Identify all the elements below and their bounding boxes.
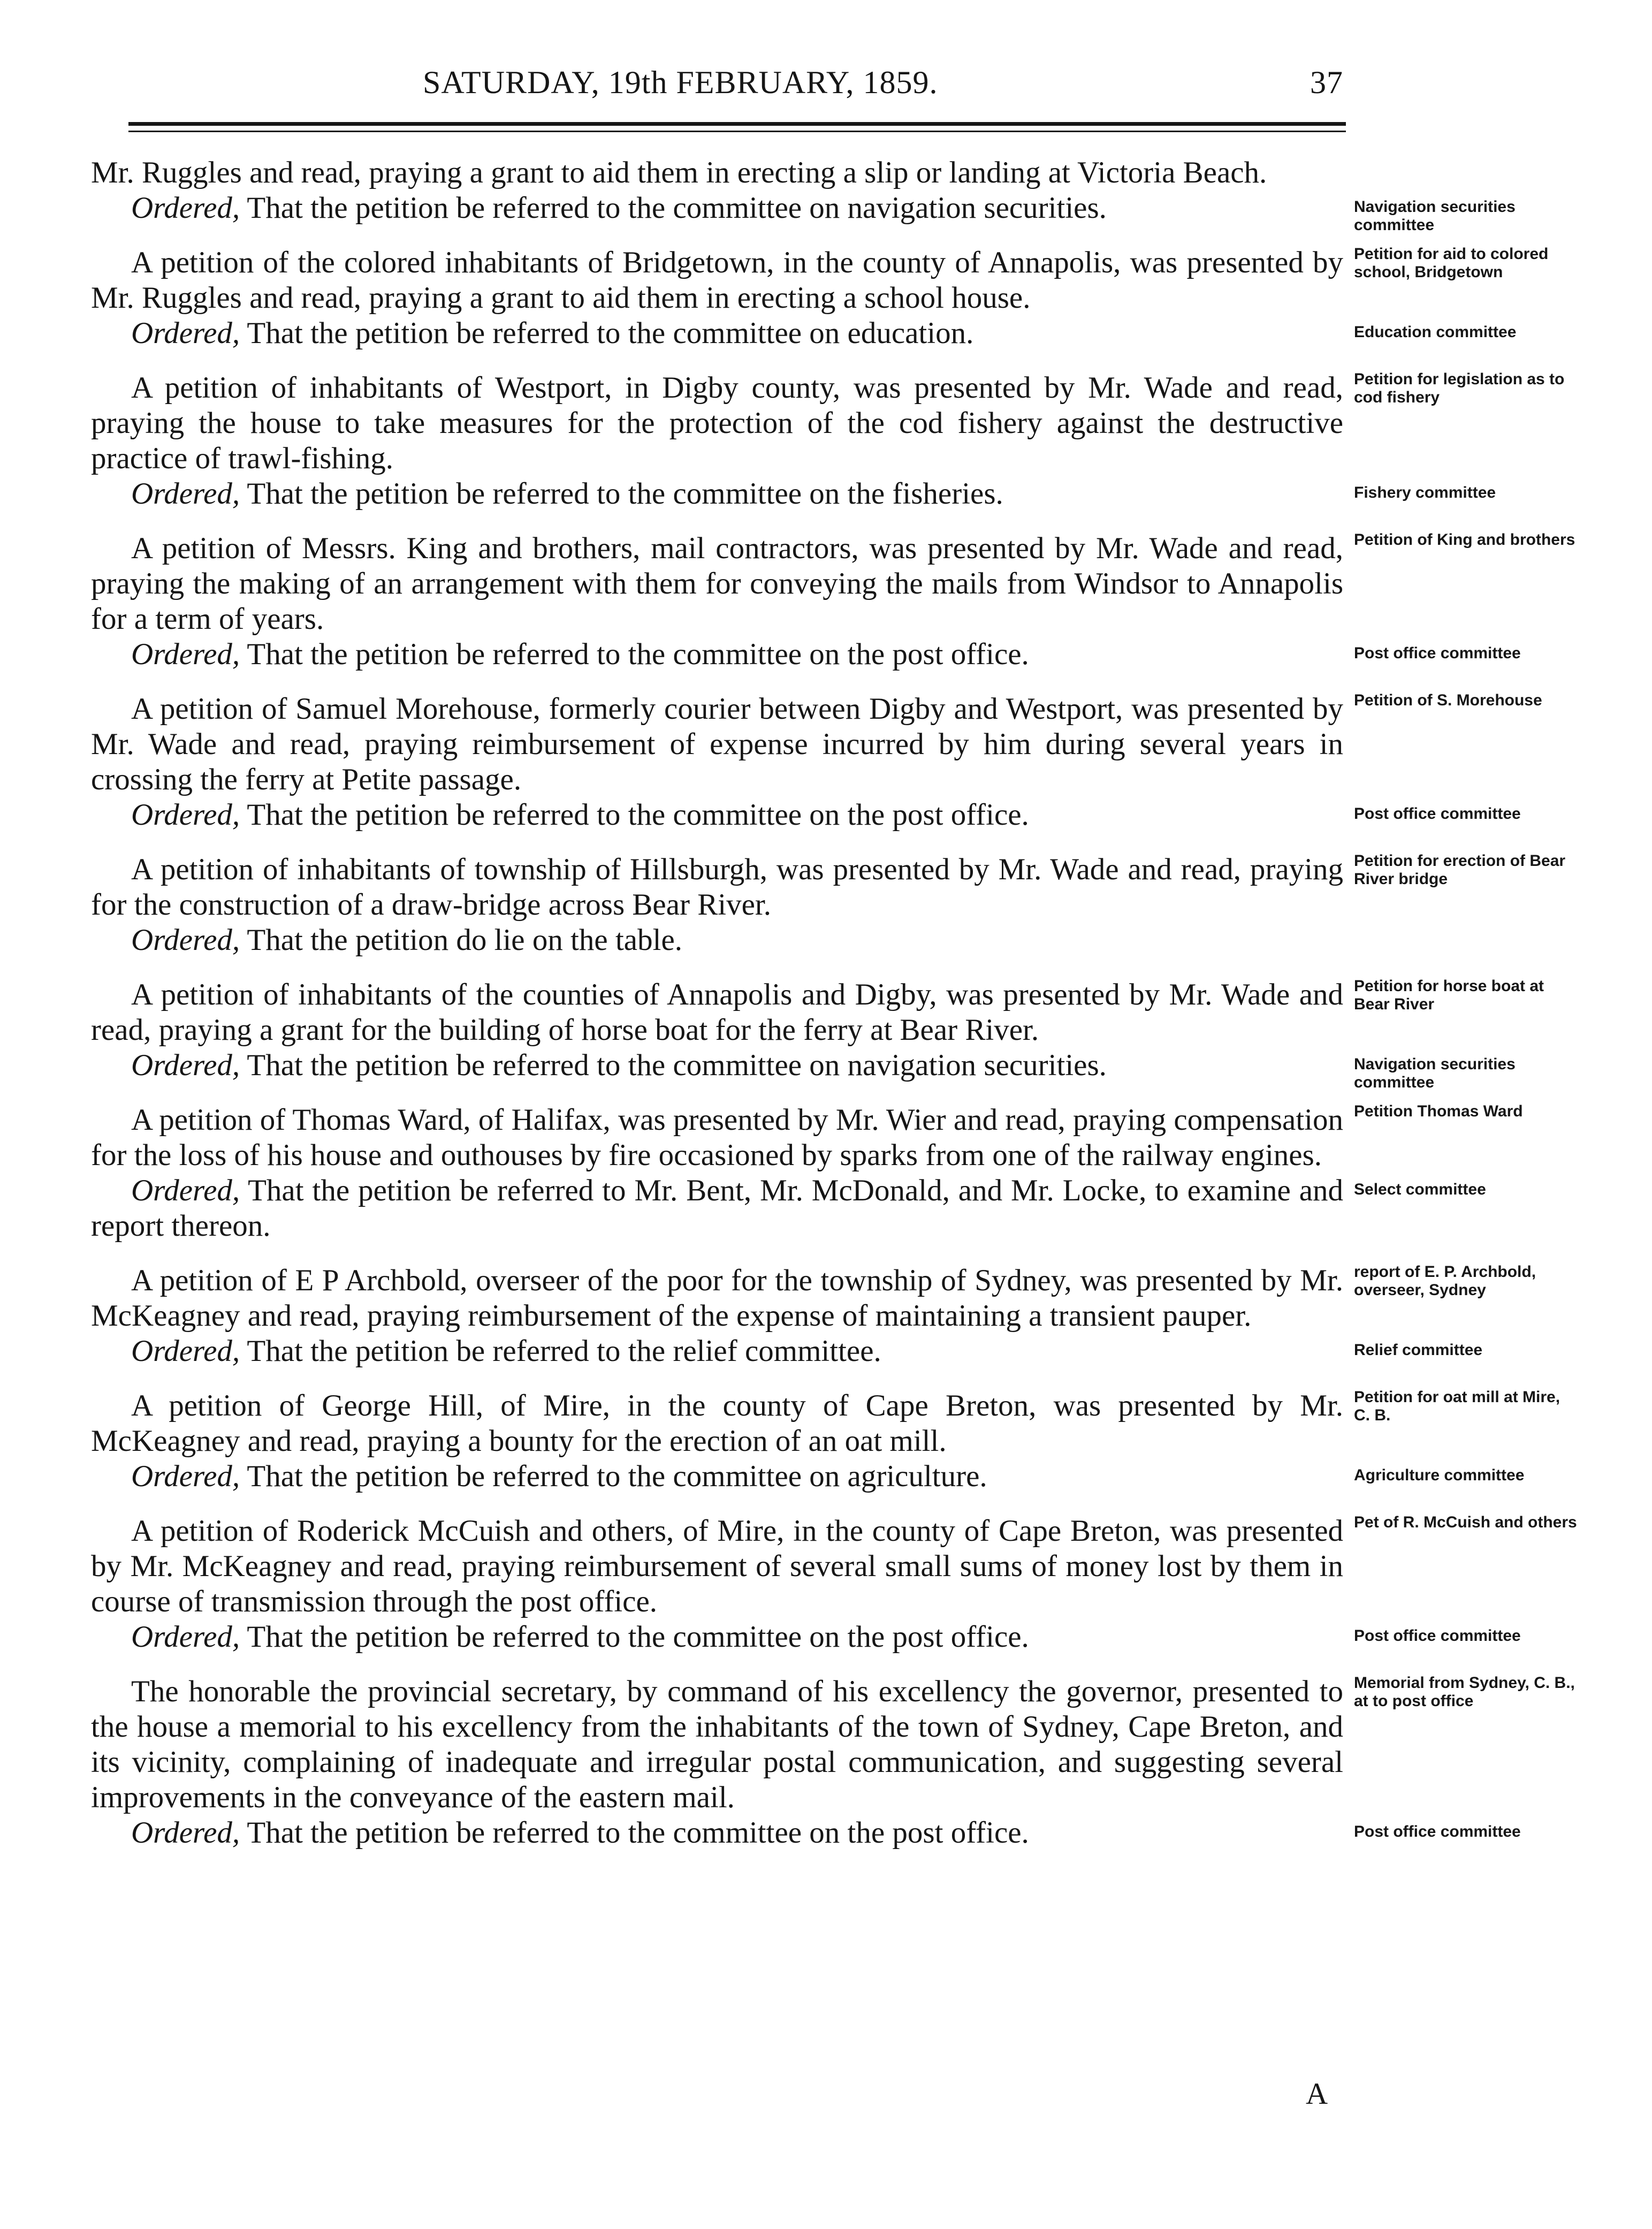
order-text: [91, 1048, 1516, 1091]
margin-note-subject: Petition for erection of Bear River bridge: [1354, 852, 1566, 888]
margin-note-committee: Navigation securities committee: [1354, 198, 1516, 234]
margin-note-subject: report of E. P. Archbold, overseer, Sydney: [1354, 1263, 1536, 1299]
header-rule-thick: [128, 122, 1346, 126]
petition-text: [91, 1263, 1536, 1334]
journal-body: [91, 155, 1577, 1870]
order-body: That the petition do lie on the table.: [240, 923, 682, 957]
margin-note-committee: Navigation securities committee: [1354, 1055, 1516, 1091]
petition-lead-text: A petition of inhabitants of the counties of Annapolis and Digby, was presented by Mr. Wade and read, praying a grant for the building of horse boat for the ferry at Bear River.: [91, 978, 1343, 1047]
margin-note-committee: Post office committee: [1354, 1823, 1521, 1840]
order-text: [91, 637, 1521, 672]
petition-entry: [91, 852, 1566, 958]
order-text: [91, 797, 1521, 833]
ordered-label: Ordered,: [131, 1048, 240, 1082]
petition-entry: [91, 1388, 1560, 1494]
margin-note-subject: Petition for legislation as to cod fishery: [1354, 370, 1565, 406]
order-body: That the petition be referred to the relief committee.: [240, 1334, 881, 1368]
margin-note-committee: Post office committee: [1354, 1627, 1521, 1645]
margin-note-subject: Petition for horse boat at Bear River: [1354, 977, 1544, 1013]
petition-entry: [91, 691, 1542, 833]
petition-text: [91, 370, 1565, 476]
margin-note-committee: Relief committee: [1354, 1341, 1483, 1359]
order-text: [91, 1173, 1486, 1244]
petition-entry: [91, 370, 1565, 512]
page-number: 37: [1310, 65, 1343, 100]
ordered-label: Ordered,: [131, 1816, 240, 1850]
order-body: That the petition be referred to the committee on navigation securities.: [240, 1048, 1107, 1082]
order-text: [91, 1619, 1521, 1655]
order-body: That the petition be referred to the committee on the post office.: [240, 1816, 1029, 1850]
petition-text: [91, 1388, 1560, 1459]
ordered-label: Ordered,: [131, 1620, 240, 1654]
petition-lead-text: Mr. Ruggles and read, praying a grant to aid them in erecting a slip or landing at Victoria Beach.: [91, 156, 1267, 189]
petition-entry: [91, 1674, 1575, 1851]
order-text: [91, 316, 1517, 351]
margin-note-subject: Memorial from Sydney, C. B., at to post office: [1354, 1674, 1575, 1710]
order-body: That the petition be referred to the committee on the post office.: [240, 637, 1029, 671]
order-text: [91, 1459, 1525, 1494]
margin-note-subject: Petition for aid to colored school, Bridgetown: [1354, 245, 1549, 281]
petition-text: [91, 531, 1575, 637]
margin-note-subject: Petition of S. Morehouse: [1354, 691, 1542, 709]
petition-lead-text: A petition of Roderick McCuish and others, of Mire, in the county of Cape Breton, was presented by Mr. McKeagney and read, praying reimbursement of several small sums of money lost by them in course of transmission through the post office.: [91, 1514, 1343, 1618]
petition-text: [91, 245, 1549, 316]
petition-lead-text: A petition of George Hill, of Mire, in the county of Cape Breton, was presented by Mr. McKeagney and read, praying a bounty for the erection of an oat mill.: [91, 1389, 1343, 1458]
petition-text: [91, 1102, 1523, 1173]
header-rule-thin: [128, 131, 1346, 132]
ordered-label: Ordered,: [131, 923, 240, 957]
ordered-label: Ordered,: [131, 191, 240, 225]
petition-text: [91, 691, 1542, 797]
margin-note-subject: Petition for oat mill at Mire, C. B.: [1354, 1388, 1560, 1424]
order-body: That the petition be referred to the committee on the post office.: [240, 798, 1029, 832]
petition-lead-text: The honorable the provincial secretary, by command of his excellency the governor, presented to the house a memorial to his excellency from the inhabitants of the town of Sydney, Cape Breton, and its vicinity, complaining of inadequate and irregular postal communication, and suggesting several improvements in the conveyance of the eastern mail.: [91, 1675, 1343, 1814]
petition-text: [91, 977, 1544, 1048]
margin-note-committee: Post office committee: [1354, 644, 1521, 662]
order-text: [91, 1334, 1483, 1369]
margin-note-committee: Education committee: [1354, 323, 1517, 341]
page-title: SATURDAY, 19th FEBRUARY, 1859.: [423, 65, 938, 100]
petition-entry: [91, 245, 1549, 351]
order-body: That the petition be referred to the committee on the fisheries.: [240, 477, 1003, 511]
margin-note-committee: Post office committee: [1354, 805, 1521, 823]
order-body: That the petition be referred to the committee on navigation securities.: [240, 191, 1107, 225]
petition-entry: [91, 531, 1575, 672]
petition-entry: [91, 1513, 1577, 1655]
catchword: A: [1306, 2077, 1328, 2111]
petition-lead-text: A petition of inhabitants of township of Hillsburgh, was presented by Mr. Wade and read, praying for the construction of a draw-bridge across Bear River.: [91, 853, 1343, 922]
petition-text: [91, 1674, 1575, 1815]
page-header: [91, 64, 1343, 107]
margin-note-subject: Petition Thomas Ward: [1354, 1102, 1523, 1120]
petition-lead-text: A petition of Samuel Morehouse, formerly courier between Digby and Westport, was presented by Mr. Wade and read, praying reimbursement of expense incurred by him during several years in crossing the ferry at Petite passage.: [91, 692, 1343, 796]
petition-text: [91, 852, 1566, 923]
petition-entry: [91, 1102, 1523, 1244]
ordered-label: Ordered,: [131, 316, 240, 350]
ordered-label: Ordered,: [131, 477, 240, 511]
margin-note-subject: Petition of King and brothers: [1354, 531, 1575, 549]
order-text: [91, 1815, 1521, 1851]
petition-lead-text: A petition of E P Archbold, overseer of the poor for the township of Sydney, was presented by Mr. McKeagney and read, praying reimbursement of the expense of maintaining a transient pauper.: [91, 1264, 1343, 1333]
ordered-label: Ordered,: [131, 798, 240, 832]
order-body: That the petition be referred to the committee on education.: [240, 316, 974, 350]
petition-entry: [91, 155, 1516, 234]
order-text: [91, 923, 1343, 958]
petition-entry: [91, 977, 1544, 1091]
ordered-label: Ordered,: [131, 1174, 240, 1207]
margin-note-committee: Agriculture committee: [1354, 1466, 1525, 1484]
ordered-label: Ordered,: [131, 637, 240, 671]
ordered-label: Ordered,: [131, 1334, 240, 1368]
petition-lead-text: A petition of Messrs. King and brothers, mail contractors, was presented by Mr. Wade and read, praying the making of an arrangement with them for conveying the mails from Windsor to Annapolis for a term of years.: [91, 531, 1343, 636]
order-body: That the petition be referred to Mr. Bent, Mr. McDonald, and Mr. Locke, to examine and report thereon.: [91, 1174, 1343, 1243]
order-body: That the petition be referred to the committee on the post office.: [240, 1620, 1029, 1654]
petition-lead-text: A petition of inhabitants of Westport, in Digby county, was presented by Mr. Wade and read, praying the house to take measures for the protection of the cod fishery against the destructive practice of trawl-fishing.: [91, 371, 1343, 475]
petition-lead-text: A petition of the colored inhabitants of Bridgetown, in the county of Annapolis, was presented by Mr. Ruggles and read, praying a grant to aid them in erecting a school house.: [91, 246, 1343, 315]
petition-text: [91, 1513, 1577, 1619]
margin-note-committee: Fishery committee: [1354, 484, 1496, 501]
order-text: [91, 191, 1516, 234]
petition-lead-text: A petition of Thomas Ward, of Halifax, was presented by Mr. Wier and read, praying compensation for the loss of his house and outhouses by fire occasioned by sparks from one of the railway engines.: [91, 1103, 1343, 1172]
margin-note-committee: Select committee: [1354, 1181, 1486, 1198]
order-body: That the petition be referred to the committee on agriculture.: [240, 1459, 987, 1493]
petition-entry: [91, 1263, 1536, 1369]
ordered-label: Ordered,: [131, 1459, 240, 1493]
order-text: [91, 476, 1496, 512]
petition-text: [91, 155, 1343, 191]
margin-note-subject: Pet of R. McCuish and others: [1354, 1513, 1577, 1531]
